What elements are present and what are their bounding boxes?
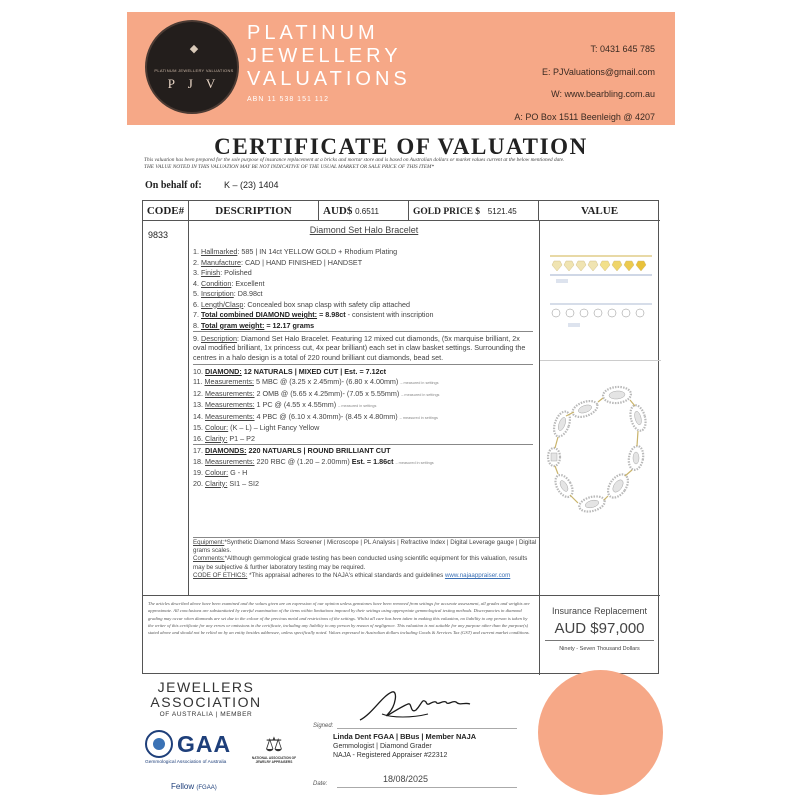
on-behalf-label: On behalf of: xyxy=(145,180,202,191)
ethics-note: CODE OF ETHICS: *This appraisal adheres to the NAJA's ethical standards and guidelines www.najaappraiser.com xyxy=(193,571,511,579)
appraiser-role: Gemmologist | Diamond Grader xyxy=(333,742,432,750)
brand-line-2: JEWELLERY xyxy=(247,45,402,67)
insurance-value: AUD $97,000 xyxy=(554,620,645,637)
date-label: Date: xyxy=(313,781,328,787)
brand-name xyxy=(247,22,411,91)
gaa-subtitle: Gemmological Association of Australia xyxy=(145,760,227,765)
association-line-1: JEWELLERS xyxy=(157,679,255,695)
certificate-seal xyxy=(538,670,663,795)
aud-value: 0.6511 xyxy=(355,207,379,216)
scales-icon: ⚖ xyxy=(265,734,283,756)
list-item: 17. DIAMONDS: 220 NATUARLS | ROUND BRILLIANT CUT xyxy=(193,446,391,456)
list-item: 6. Length/Clasp: Concealed box snap clasp with safety clip attached xyxy=(193,299,410,309)
logo-initials: P J V xyxy=(167,76,221,91)
list-item: 14. Measurements: 4 PBC @ (6.10 x 4.30mm)- (8.45 x 4.80mm) – measured in settings xyxy=(193,411,438,421)
comments-note: Comments:*Although gemmological grade testing has been conducted using scientific equipment for this valuation, results may be subjective & further laboratory testing may be required. xyxy=(193,555,528,571)
list-item: 8. Total gram weight: = 12.17 grams xyxy=(193,321,533,333)
pjv-logo xyxy=(145,20,239,114)
equipment-note: Equipment:*Synthetic Diamond Mass Screener | Microscope | PL Analysis | Refractive Index | Digital Leverage gauge | Digital grams scales. xyxy=(193,539,537,555)
list-item: 16. Clarity: P1 – P2 xyxy=(193,434,533,446)
association-line-2: ASSOCIATION xyxy=(150,694,262,710)
fellow-label xyxy=(171,782,217,791)
gold-label: GOLD PRICE $ xyxy=(413,207,481,217)
signature xyxy=(352,684,482,728)
diamond-grading-scale-image xyxy=(546,241,656,336)
contact-details xyxy=(514,38,655,128)
notes-section xyxy=(193,537,539,580)
naja-logo xyxy=(249,732,299,765)
value-header: VALUE xyxy=(580,205,619,217)
list-item: 2. Manufacture: CAD | HAND FINISHED | HANDSET xyxy=(193,257,363,267)
gaa-name: GAA xyxy=(177,731,232,757)
list-item: 12. Measurements: 2 OMB @ (5.65 x 4.25mm)- (7.05 x 5.55mm) – measured in settings xyxy=(193,388,440,398)
address: A: PO Box 1511 Beenleigh @ 4207 xyxy=(514,111,655,122)
signed-label: Signed: xyxy=(313,723,334,729)
appraiser-name: Linda Dent FGAA | BBus | Member NAJA xyxy=(333,732,477,741)
email: E: PJValuations@gmail.com xyxy=(541,66,655,77)
brand-line-1: PLATINUM xyxy=(247,22,379,44)
on-behalf-value: K – (23) 1404 xyxy=(224,180,279,190)
gold-cell xyxy=(409,201,539,221)
brand-line-3: VALUATIONS xyxy=(247,68,411,90)
list-item: 10. DIAMOND: 12 NATURALS | MIXED CUT | Est. = 7.12ct xyxy=(193,366,387,376)
ethics-link[interactable]: www.najaappraiser.com xyxy=(444,571,511,579)
list-item: 15. Colour: (K – L) – Light Fancy Yellow xyxy=(193,423,320,433)
bracelet-photo xyxy=(540,360,661,535)
website: W: www.bearbling.com.au xyxy=(551,89,655,99)
naja-text: NATIONAL ASSOCIATION OF JEWELRY APPRAISERS xyxy=(251,756,297,764)
page-title: CERTIFICATE OF VALUATION xyxy=(214,134,588,159)
list-item: 7. Total combined DIAMOND weight: = 8.98ct - consistent with inscription xyxy=(193,310,434,319)
list-item: 3. Finish: Polished xyxy=(193,268,252,277)
disclaimer-text: The articles described above have been examined and the values given are an expression of our opinion unless gemstones have been removed from settings for accurate assessment, all grades and weights are approximate. All conclusions are substantiated by careful examination of the items within limitations imposed by their settings using appropriate gemmological testing methods. Discrepancies in diamond grading may occur when diamonds are set due to the colour of the precious metal and restrictions of the settings. Whilst all care has been taken in making this valuation, no liability to any person is taken by the writer of this certificate for any errors or omissions in the certificate, including any liability to any person by reason of negligence. This valuation is not suitable for any purpose other than the purpose(s) stated above and should not be relied on by an entity besides addressee, unless specifically noted. Values expressed in Australian dollars including Goods & Services Tax (GST) and current market conditions. xyxy=(143,595,539,675)
item-code: 9833 xyxy=(148,230,169,240)
aud-label: AUD$ xyxy=(323,205,353,217)
insurance-value-words: Ninety - Seven Thousand Dollars xyxy=(559,646,640,652)
fellow-text: Fellow xyxy=(171,782,195,791)
aud-cell xyxy=(319,201,409,221)
list-item: 18. Measurements: 220 RBC @ (1.20 – 2.00mm) Est. = 1.86ct – measured in settings xyxy=(193,456,434,466)
intro-line-2: THE VALUE NOTED IN THIS VALUATION MAY BE NOT INDICATIVE OF THE USUAL MARKET OR SALE PRICE OF THIS ITEM* xyxy=(144,164,435,170)
list-item: 19. Colour: G - H xyxy=(193,468,248,478)
phone: T: 0431 645 785 xyxy=(590,44,655,54)
description-column xyxy=(189,221,539,595)
abn: ABN 11 538 151 112 xyxy=(247,96,329,103)
code-column xyxy=(143,221,189,595)
appraiser-details xyxy=(333,732,476,761)
header-banner xyxy=(127,12,675,125)
gold-value: 5121.45 xyxy=(487,207,517,216)
intro-line-1: This valuation has been prepared for the sole purpose of insurance replacement at a bricks and mortar store and is based on Australian dollars or market values current at the below mentioned date. xyxy=(144,157,565,163)
list-item: 5. Inscription: D8.98ct xyxy=(193,289,263,298)
insurance-label: Insurance Replacement xyxy=(551,606,648,616)
item-details xyxy=(193,247,533,489)
association-line-3: OF AUSTRALIA | MEMBER xyxy=(159,711,253,718)
certificate-page xyxy=(127,12,675,792)
diamond-icon: ◆ xyxy=(189,43,199,55)
item-title: Diamond Set Halo Bracelet xyxy=(309,225,419,235)
fellow-sub: (FGAA) xyxy=(196,785,217,791)
jewellers-association-logo xyxy=(147,680,265,720)
globe-icon xyxy=(145,730,173,758)
list-item: 11. Measurements: 5 MBC @ (3.25 x 2.45mm)- (6.80 x 4.00mm) – measured in settings xyxy=(193,377,439,387)
list-item: 9. Description: Diamond Set Halo Bracelet. Featuring 12 mixed cut diamonds, (5x marquise brilliant, 2x oval modified brilliant, 1x princess cut, 4x pear brilliant) each set in claw basket settings. Surrounding the centres in a halo design is a total of 220 round brilliant cut diamonds, bead set. xyxy=(193,332,533,365)
insurance-box xyxy=(539,595,660,675)
logo-text: PLATINUM JEWELLERY VALUATIONS xyxy=(154,68,234,73)
list-item: 20. Clarity: SI1 – SI2 xyxy=(193,478,259,488)
list-item: 4. Condition: Excellent xyxy=(193,278,265,288)
appraiser-registration: NAJA - Registered Appraiser #22312 xyxy=(333,752,448,760)
code-header: CODE# xyxy=(143,201,189,221)
description-header: DESCRIPTION xyxy=(189,201,319,221)
valuation-date: 18/08/2025 xyxy=(383,774,429,784)
intro-text xyxy=(144,157,664,171)
table-header xyxy=(143,201,660,221)
list-item: 1. Hallmarked: 585 | IN 14ct YELLOW GOLD + Rhodium Plating xyxy=(193,247,398,256)
list-item: 13. Measurements: 1 PC @ (4.55 x 4.55mm) – measured in settings xyxy=(193,400,377,410)
valuation-table xyxy=(142,200,659,674)
gaa-logo xyxy=(145,730,241,770)
